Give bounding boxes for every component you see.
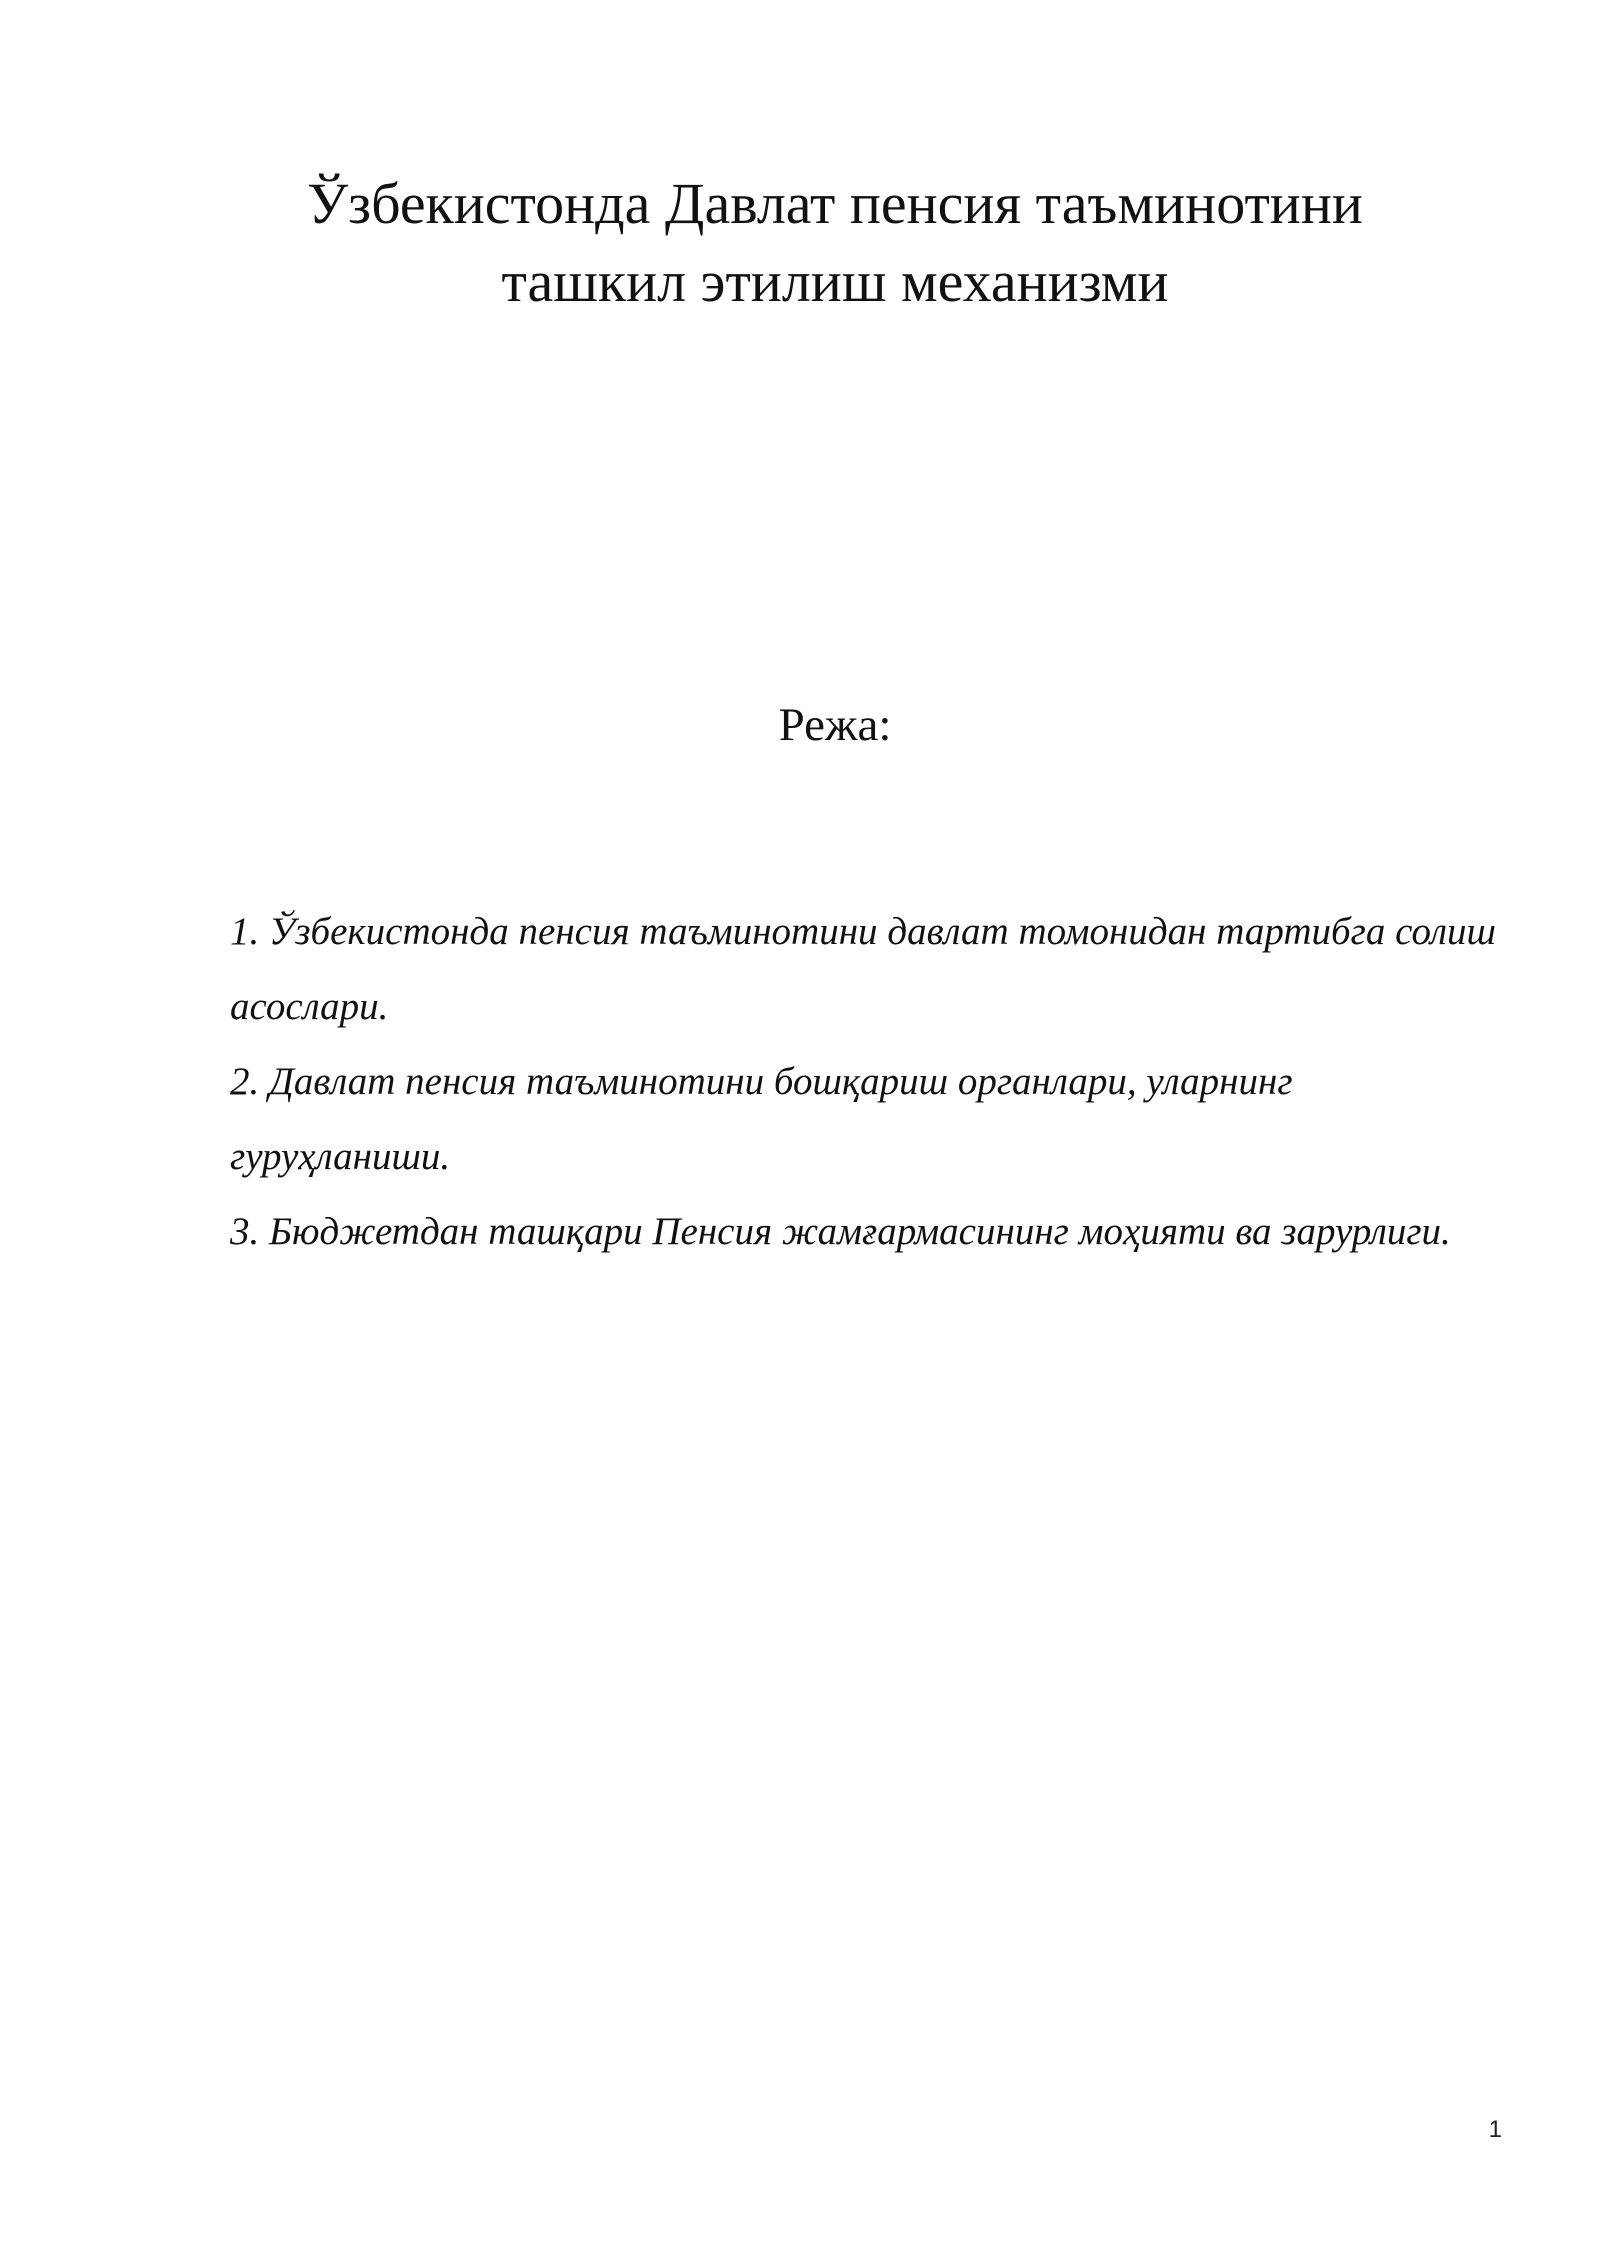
plan-item-3: 3. Бюджетдан ташқари Пенсия жамғармасининг моҳияти ва зарурлиги. (230, 1210, 1451, 1253)
page-number: 1 (1488, 2116, 1502, 2143)
plan-item-1: 1. Ўзбекистонда пенсия таъминотини давлат томонидан тартибга солиш асослари. (230, 910, 1496, 1028)
title-line-2: ташкил этилиш механизми (501, 249, 1169, 314)
page-title (230, 165, 1440, 321)
plan-list (230, 894, 1496, 1269)
title-line-1: Ўзбекистонда Давлат пенсия таъминотини (307, 171, 1363, 236)
plan-item-2: 2. Давлат пенсия таъминотини бошқариш органлари, уларнинг гуруҳланиши. (230, 1060, 1293, 1178)
plan-heading: Режа: (778, 699, 892, 751)
